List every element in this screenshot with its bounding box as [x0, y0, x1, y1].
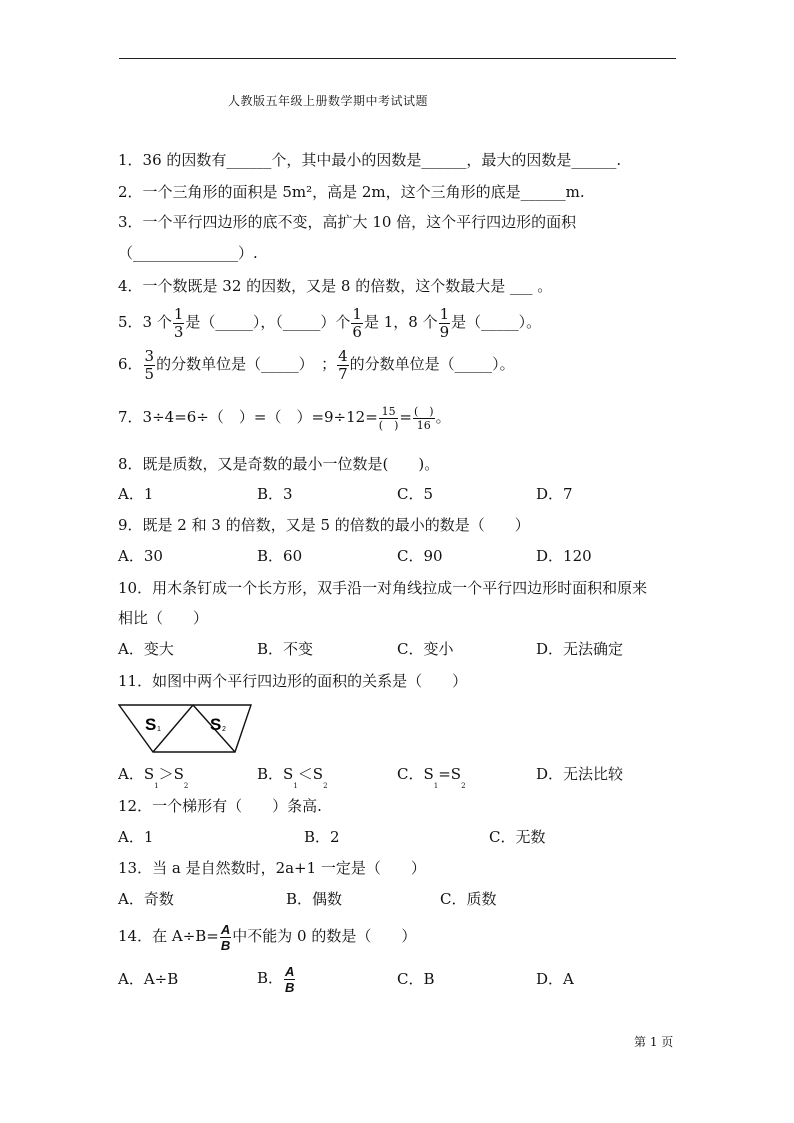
q8-option-d: D．7 — [536, 485, 573, 503]
question-1: 1．36 的因数有______个，其中最小的因数是______，最大的因数是______. — [118, 151, 622, 169]
numerator: 1 — [352, 304, 362, 323]
s2-sub: 2 — [222, 726, 226, 733]
question-9: 9．既是 2 和 3 的倍数，又是 5 的倍数的最小的数是（ ） — [118, 516, 530, 534]
fraction-a-over-b — [284, 965, 295, 994]
q5-text-1: 5．3 个 — [118, 313, 172, 331]
question-11: 11．如图中两个平行四边形的面积的关系是（ ） — [118, 672, 468, 690]
option-text: B． — [257, 969, 284, 987]
question-14 — [118, 916, 416, 956]
numerator: 3 — [144, 346, 155, 365]
q6-text-1: 6． — [118, 355, 143, 373]
question-3-line-2: （______________）. — [118, 244, 258, 262]
denominator: ( ) — [378, 418, 399, 432]
question-13: 13．当 a 是自然数时，2a+1 一定是（ ） — [118, 859, 426, 877]
option-text: ＞S — [158, 765, 184, 783]
q14-text-2: 中不能为 0 的数是（ ） — [232, 927, 417, 945]
numerator: A — [285, 963, 295, 979]
s1-label: S — [145, 715, 157, 734]
q6-text-3: 的分数单位是（_____）。 — [349, 355, 515, 373]
q14-option-d: D．A — [536, 970, 574, 988]
q12-option-b: B．2 — [304, 828, 340, 846]
parallelogram-figure — [118, 704, 254, 754]
fraction-four-sevenths — [337, 346, 349, 383]
question-3-line-1: 3．一个平行四边形的底不变，高扩大 10 倍，这个平行四边形的面积 — [118, 213, 577, 231]
question-12: 12．一个梯形有（ ）条高. — [118, 797, 322, 815]
q9-option-a: A．30 — [118, 547, 163, 565]
q12-option-c: C．无数 — [489, 828, 546, 846]
denominator: 16 — [416, 418, 431, 432]
q10-option-b: B．不变 — [257, 640, 314, 658]
option-text: ＜S — [297, 765, 324, 783]
q5-text-4: 是（_____）。 — [451, 313, 542, 331]
option-text: B．S — [257, 765, 294, 783]
question-5 — [118, 304, 541, 340]
numerator: 4 — [338, 346, 348, 365]
subscript: 1 — [433, 782, 439, 790]
numerator: A — [220, 921, 231, 937]
q9-option-b: B．60 — [257, 547, 303, 565]
fraction-three-fifths — [144, 346, 156, 383]
q11-option-a — [118, 764, 189, 790]
q5-text-2: 是（_____），（_____）个 — [185, 313, 351, 331]
option-text: =S — [438, 765, 462, 783]
q10-option-c: C．变小 — [397, 640, 454, 658]
option-text: A．S — [118, 765, 155, 783]
fraction-blank-over-sixteen — [413, 406, 435, 431]
denominator: 5 — [144, 364, 155, 383]
numerator: 15 — [379, 406, 399, 419]
q5-text-3: 是 1，8 个 — [363, 313, 438, 331]
s1-sub: 1 — [157, 726, 161, 733]
q14-option-c: C．B — [397, 970, 435, 988]
denominator: 3 — [173, 322, 184, 341]
question-2: 2．一个三角形的面积是 5m²，高是 2m，这个三角形的底是______m. — [118, 183, 585, 201]
q6-text-2: 的分数单位是（_____） ； — [156, 355, 337, 373]
numerator: 1 — [439, 304, 450, 323]
question-4: 4．一个数既是 32 的因数，又是 8 的倍数，这个数最大是 ___ 。 — [118, 277, 553, 295]
option-text: C．S — [397, 765, 434, 783]
trapezoid-outline — [119, 705, 251, 752]
fraction-one-sixth — [351, 304, 363, 341]
question-6 — [118, 346, 515, 382]
fraction-one-ninth — [439, 304, 451, 341]
denominator: B — [285, 979, 295, 995]
q10-option-a: A．变大 — [118, 640, 174, 658]
q11-option-b — [257, 764, 328, 790]
q13-option-a: A．奇数 — [118, 890, 174, 908]
subscript: 2 — [323, 782, 328, 790]
q7-text-1: 7．3÷4=6÷（ ）=（ ）=9÷12= — [118, 408, 378, 426]
s2-label: S — [210, 715, 222, 734]
question-7 — [118, 396, 451, 438]
q7-text-3: 。 — [435, 408, 451, 426]
question-10-line-2: 相比（ ） — [118, 609, 209, 627]
q9-option-d: D．120 — [536, 547, 592, 565]
numerator: 1 — [173, 304, 184, 323]
subscript: 1 — [154, 782, 159, 790]
fraction-fifteen-over-blank — [379, 406, 399, 431]
q13-option-b: B．偶数 — [286, 890, 343, 908]
q10-option-d: D．无法确定 — [536, 640, 624, 658]
denominator: 7 — [338, 364, 348, 383]
denominator: B — [220, 937, 231, 953]
q14-option-a: A．A÷B — [118, 970, 179, 988]
header-rule — [119, 58, 676, 59]
q14-option-b — [257, 958, 296, 998]
fraction-a-over-b — [220, 923, 231, 952]
page-title: 人教版五年级上册数学期中考试试题 — [228, 94, 429, 108]
q13-option-c: C．质数 — [440, 890, 497, 908]
q11-option-d: D．无法比较 — [536, 765, 624, 783]
question-10-line-1: 10．用木条钉成一个长方形，双手沿一对角线拉成一个平行四边形时面积和原来 — [118, 579, 648, 597]
q8-option-c: C．5 — [397, 485, 434, 503]
subscript: 1 — [293, 782, 298, 790]
denominator: 6 — [352, 322, 362, 341]
q7-text-2: = — [399, 408, 412, 426]
q14-text-1: 14．在 A÷B= — [118, 927, 219, 945]
subscript: 2 — [461, 782, 466, 790]
q8-option-b: B．3 — [257, 485, 293, 503]
q12-option-a: A．1 — [118, 828, 154, 846]
q11-option-c — [397, 764, 466, 790]
fraction-one-third — [173, 304, 185, 341]
question-8: 8．既是质数，又是奇数的最小一位数是( )。 — [118, 455, 440, 473]
page-number: 第 1 页 — [634, 1035, 674, 1049]
q8-option-a: A．1 — [118, 485, 154, 503]
subscript: 2 — [183, 782, 189, 790]
numerator: ( ) — [413, 404, 434, 418]
q9-option-c: C．90 — [397, 547, 443, 565]
denominator: 9 — [439, 322, 450, 341]
